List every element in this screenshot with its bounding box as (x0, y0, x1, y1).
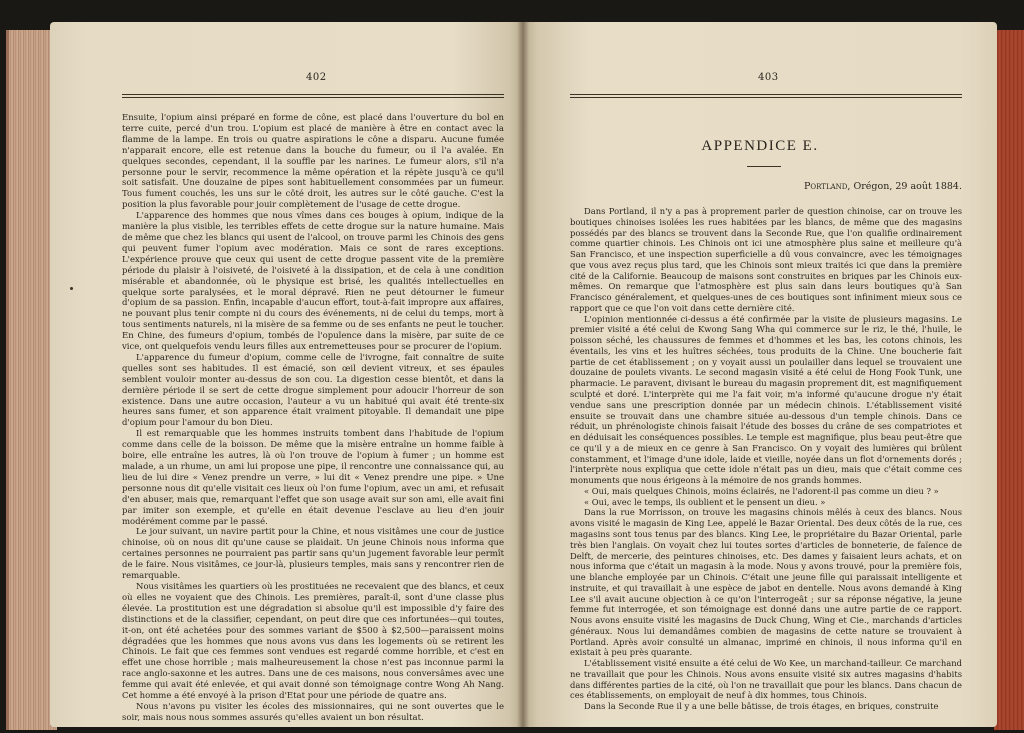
page-edges-right (994, 30, 1024, 730)
paragraph: Le jour suivant, un navire partit pour la Chine, et nous visitâmes une cour de justice chinoise, où on nous dit qu'une cause se plaidait. Un jeune Chinois nous informa que certaines personnes ne pourraient pas partir sans qu'un jugement favorable leur permît de le faire. Nous visitâmes, ce jour-là, plusieurs temples, mais sans y rencontrer rien de remarquable. (122, 527, 504, 582)
paragraph: Dans la rue Morrisson, on trouve les magasins chinois mêlés à ceux des blancs. Nous avons visité le magasin de King Lee, appelé le Bazar Oriental. Des deux côtés de la rue, ces magasins sont tous tenus par des blancs. King Lee, le propriétaire du Bazar Oriental, parle très bien l'anglais. On voyait chez lui toutes sortes d'articles de bonneterie, de faïence de Delft, de mercerie, des peintures chinoises, etc. Des dames y faisaient leurs achats, et on nous informa que c'était un magasin à la mode. Nous y avons trouvé, pour la première fois, une blanche employée par un Chinois. C'était une jeune fille qui paraissait intelligente et instruite, et qui travaillait à une espèce de jabot en dentelle. Nous avons demandé à King Lee s'il avait aucune objection à ce qu'on l'interrogeât ; sur sa réponse négative, la jeune femme fut interrogée, et son témoignage est donné dans une autre partie de ce rapport. Nous avons ensuite visité les magasins de Duck Chung, Wing et Cie., marchands d'articles généraux. Nous lui demandâmes combien de magasins de cette nature se trouvaient à Portland. Après avoir consulté un almanac, imprimé en chinois, il nous informa qu'il en existait à peu près quarante. (570, 507, 962, 658)
paragraph: L'établissement visité ensuite a été celui de Wo Kee, un marchand-tailleur. Ce marchand ne travaillait que pour les Chinois. Nous avons ensuite visité six autres magasins d'habits dans différentes parties de la cité, où l'on ne travaillait que pour les blancs. Dans chacun de ces établissements, on employait de neuf à dix hommes, tous Chinois. (570, 658, 962, 701)
page-number-right: 403 (758, 72, 779, 83)
title-rule (747, 166, 781, 167)
page-number-left: 402 (306, 72, 327, 83)
left-page (50, 22, 523, 727)
paragraph: L'apparence du fumeur d'opium, comme celle de l'ivrogne, fait connaître de suite quelles sont ses habitudes. Il est émacié, son œil devient vitreux, et ses épaules semblent vouloir monter au-dessus de son cou. La digestion cesse bientôt, et dans la dernière période il se sert de cette drogue simplement pour adoucir l'horreur de son existence. Dans une autre occasion, l'auteur a vu un habitué qui avait été trente-six heures sans fumer, et son apparence était vraiment pitoyable. Il demandait une pipe d'opium pour l'amour du bon Dieu. (122, 352, 504, 429)
dialogue-line: « Oui, mais quelques Chinois, moins éclairés, ne l'adorent-il pas comme un dieu ? » (584, 485, 939, 496)
appendix-title: APPENDICE E. (701, 138, 819, 154)
paragraph: Dans la Seconde Rue il y a une belle bâtisse, de trois étages, en briques, construite (584, 701, 939, 712)
left-page-body (122, 113, 504, 724)
paragraph: Dans Portland, il n'y a pas à proprement parler de question chinoise, car on trouve les boutiques chinoises isolées les rues habitées par les blancs, de même que des magasins possédés par des blancs se trouvent dans la Seconde Rue, que l'on qualifie ordinairement comme quartier chinois. Les Chinois ont ici une atmosphère plus saine et meilleure qu'à San Francisco, et une inspection superficielle a dû vous convaincre, avec les témoignages que vous avez reçus plus tard, que les Chinois sont mieux traités ici que dans la première cité de la Californie. Beaucoup de maisons sont construites en briques par les Chinois eux-mêmes. On remarque que l'atmosphère est plus sain dans leurs boutiques qu'à San Francisco généralement, et quelques-unes de ces boutiques sont infiniment mieux sous ce rapport que ce que l'on voit dans cette dernière cité. (570, 206, 962, 313)
dialogue-line: « Oui, avec le temps, ils oublient et le pensent un dieu. » (584, 496, 826, 507)
book-gutter (517, 22, 529, 727)
right-page-body (570, 206, 962, 712)
paragraph: L'opinion mentionnée ci-dessus a été confirmée par la visite de plusieurs magasins. Le premier visité a été celui de Kwong Sang Wha qui commerce sur le riz, le thé, l'huile, le poisson séché, les chaussures de femmes et d'hommes et les bas, les cotons chinois, les éventails, les vins et les huîtres séchées, tous produits de la Chine. Une boucherie fait partie de cet établissement ; on y voyait aussi un poulailler dans lequel se trouvaient une douzaine de poulets vivants. Le second magasin visité a été celui de Hong Fook Tunk, une pharmacie. Le paravent, divisant le bureau du magasin proprement dit, est magnifiquement sculpté et doré. L'interprète qui me l'a fait voir, m'a informé qu'aucune drogue n'y était vendue sans une prescription donnée par un médecin chinois. L'établissement visité ensuite se trouvait dans une chambre située au-dessous d'un temple chinois. Dans ce réduit, un phrénologiste chinois faisait l'étude des bosses du crâne de ses compatriotes et en déduisait les conséquences possibles. Le temple est magnifique, plus beau peut-être que ce qu'il y a de mieux en ce genre à San Francisco. On y voyait des lumières qui brûlent constamment, et l'image d'une idole, laide et vieille, noyée dans un flot d'ornements dorés ; l'interprète nous expliqua que cette idole n'était pas un dieu, mais que c'était comme ces monuments que nous érigeons à la mémoire de nos grands hommes. (570, 313, 962, 486)
margin-mark (70, 287, 73, 290)
dateline-date: Orégon, 29 août 1884. (850, 181, 962, 192)
dateline-place: Portland, (804, 181, 851, 192)
paragraph: Nous n'avons pu visiter les écoles des missionnaires, qui ne sont ouvertes que le soir, mais nous nous sommes assurés qu'elles avaient un bon résultat. (122, 701, 504, 723)
header-rule-right (570, 94, 962, 98)
dateline (683, 181, 962, 192)
paragraph: Ensuite, l'opium ainsi préparé en forme de cône, est placé dans l'ouverture du bol en terre cuite, percé d'un trou. L'opium est placé de manière à être en contact avec la flamme de la lampe. En trois ou quatre aspirations le cône a disparu. Aucune fumée n'apparait encore, elle est retenue dans la bouche du fumeur, ou il l'a avalée. En quelques secondes, cependant, il la souffle par les narines. Le fumeur alors, s'il n'a personne pour le servir, recommence la même opération et la répète jusqu'à ce qu'il soit satisfait. Une douzaine de pipes sont habituellement consommées par un fumeur. Tous fument couchés, les uns sur le côté droit, les autres sur le côté gauche. C'est la position la plus favorable pour jouir complètement de l'usage de cette drogue. (122, 113, 504, 211)
right-page (523, 22, 997, 727)
header-rule-left (122, 94, 504, 98)
paragraph: Nous visitâmes les quartiers où les prostituées ne recevaient que des blancs, et ceux où elles ne voyaient que des Chinois. Les premières, paraît-il, sont d'une classe plus élevée. La prostitution est une dégradation si absolue qu'il est impossible d'y faire des distinctions et de la classifier, cependant, on peut dire que ces infortunées—qui toutes, it-on, ont été achetées pour des sommes variant de $500 à $2,500—paraissent moins dégradées que les hommes que nous avons vus dans les logements où se retirent les Chinois. Le fait que ces femmes sont vendues est regardé comme horrible, et c'est en effet une chose horrible ; mais malheureusement la chose n'est pas inconnue parmi la race anglo-saxonne et les autres. Dans une de ces maisons, nous conversâmes avec une femme qui avait été enlevée, et qui avait donné son témoignage contre Wong Ah Nang. Cet homme a été envoyé à la prison d'Etat pour une période de quatre ans. (122, 581, 504, 702)
paragraph: Il est remarquable que les hommes instruits tombent dans l'habitude de l'opium comme dans celle de la boisson. De même que la misère entraîne un homme faible à boire, elle entraîne les autres, là où l'on trouve de l'opium à fumer ; un homme est malade, a un rhume, un ami lui propose une pipe, il rencontre une connaissance qui, au lieu de lui dire « Venez prendre un verre, » lui dit « Venez prendre une pipe. » Une personne nous dit qu'elle visitait ces lieux où l'on fume l'opium, avec un ami, et refusait d'en abuser, mais que, remarquant l'effet que son usage avait sur son ami, elle avait fini par imiter son exemple, et qu'elle en était devenue l'esclave au lieu d'en jouir modérément comme par le passé. (122, 429, 504, 527)
paragraph: L'apparence des hommes que nous vîmes dans ces bouges à opium, indique de la manière la plus visible, les terribles effets de cette drogue sur la nature humaine. Mais de même que chez les blancs qui usent de l'alcool, on trouve parmi les Chinois des gens qui peuvent fumer l'opium avec modération. Mais ce sont de rares exceptions. L'expérience prouve que ceux qui usent de cette drogue passent vite de la première période du plaisir à l'oisiveté, de l'oisiveté à la dissipation, et de cela à une condition misérable et abandonnée, où le physique est brisé, les qualités intellectuelles en quelque sorte paralysées, et le moral dépravé. Rien ne peut détourner le fumeur d'opium de sa passion. Enfin, incapable d'aucun effort, tout-à-fait impropre aux affaires, ne pouvant plus tenir compte ni du cours des événements, ni de celui du temps, mort à tous sentiments naturels, ni la misère de sa femme ou de ses enfants ne peut le toucher. En Chine, des fumeurs d'opium, tombés de l'opulence dans la misère, par suite de ce vice, ont quelquefois vendu leurs filles aux entremetteuses pour se procurer de l'opium. (122, 211, 504, 353)
